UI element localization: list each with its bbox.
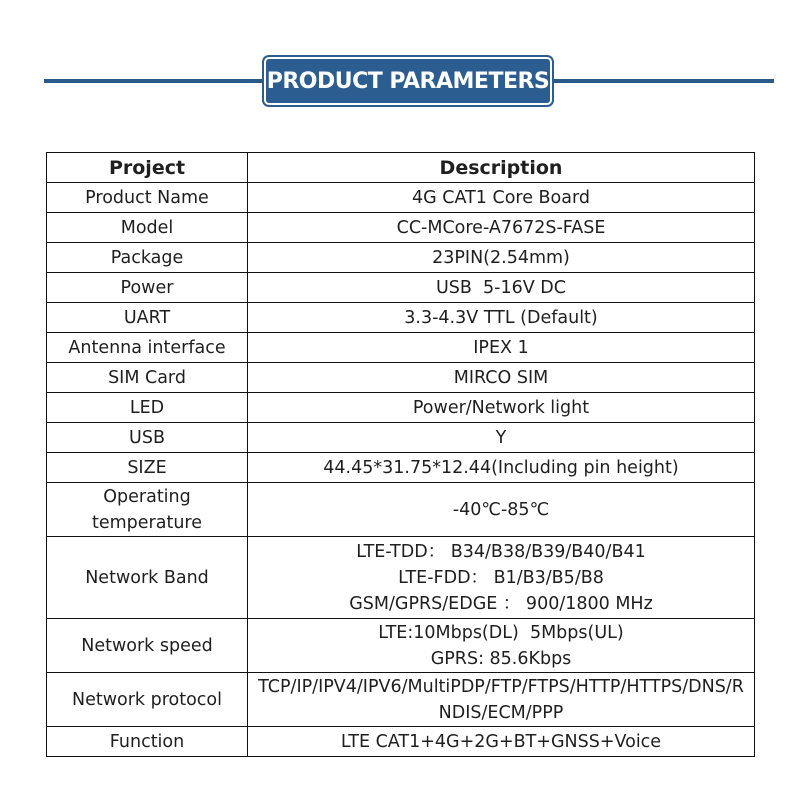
table-row <box>47 393 755 423</box>
row-value: Y <box>248 423 755 453</box>
table-row <box>47 537 755 619</box>
row-label: Power <box>47 273 248 303</box>
row-label: Network speed <box>47 619 248 673</box>
column-header-description: Description <box>248 153 755 183</box>
page-title: PRODUCT PARAMETERS <box>266 68 550 94</box>
table-row <box>47 619 755 673</box>
row-label: Network Band <box>47 537 248 619</box>
row-value: MIRCO SIM <box>248 363 755 393</box>
table-row <box>47 727 755 757</box>
row-value: -40℃-85℃ <box>248 483 755 537</box>
row-label: Model <box>47 213 248 243</box>
table-row <box>47 333 755 363</box>
row-value-multiline <box>248 619 755 673</box>
row-value: IPEX 1 <box>248 333 755 363</box>
table-row <box>47 453 755 483</box>
table-row <box>47 213 755 243</box>
row-label: Operating temperature <box>47 483 248 537</box>
column-header-project: Project <box>47 153 248 183</box>
row-value: Power/Network light <box>248 393 755 423</box>
row-value: 3.3-4.3V TTL (Default) <box>248 303 755 333</box>
row-label: Function <box>47 727 248 757</box>
row-label: SIM Card <box>47 363 248 393</box>
row-value: USB 5-16V DC <box>248 273 755 303</box>
row-value: 4G CAT1 Core Board <box>248 183 755 213</box>
row-label: Product Name <box>47 183 248 213</box>
row-value-multiline <box>248 537 755 619</box>
row-value: 23PIN(2.54mm) <box>248 243 755 273</box>
table-row <box>47 183 755 213</box>
band-line: LTE-TDD： B34/B38/B39/B40/B41 <box>356 541 646 562</box>
row-value: LTE CAT1+4G+2G+BT+GNSS+Voice <box>248 727 755 757</box>
row-label: UART <box>47 303 248 333</box>
row-label: SIZE <box>47 453 248 483</box>
table-header-row <box>47 153 755 183</box>
table-row <box>47 303 755 333</box>
table-row <box>47 273 755 303</box>
table-row <box>47 363 755 393</box>
banner <box>266 59 550 103</box>
row-label: Package <box>47 243 248 273</box>
row-value: 44.45*31.75*12.44(Including pin height) <box>248 453 755 483</box>
row-value: TCP/IP/IPV4/IPV6/MultiPDP/FTP/FTPS/HTTP/HTTPS/DNS/RNDIS/ECM/PPP <box>248 673 755 727</box>
row-label: Antenna interface <box>47 333 248 363</box>
band-line: LTE-FDD： B1/B3/B5/B8 <box>398 567 604 588</box>
speed-line: GPRS: 85.6Kbps <box>430 648 572 669</box>
band-line: GSM/GPRS/EDGE ： 900/1800 MHz <box>349 593 653 614</box>
product-parameters-table <box>46 152 755 757</box>
row-label: LED <box>47 393 248 423</box>
table-row <box>47 423 755 453</box>
row-value: CC-MCore-A7672S-FASE <box>248 213 755 243</box>
row-label: USB <box>47 423 248 453</box>
table-row <box>47 483 755 537</box>
table-row <box>47 673 755 727</box>
row-label: Network protocol <box>47 673 248 727</box>
table-row <box>47 243 755 273</box>
speed-line: LTE:10Mbps(DL) 5Mbps(UL) <box>378 622 624 643</box>
